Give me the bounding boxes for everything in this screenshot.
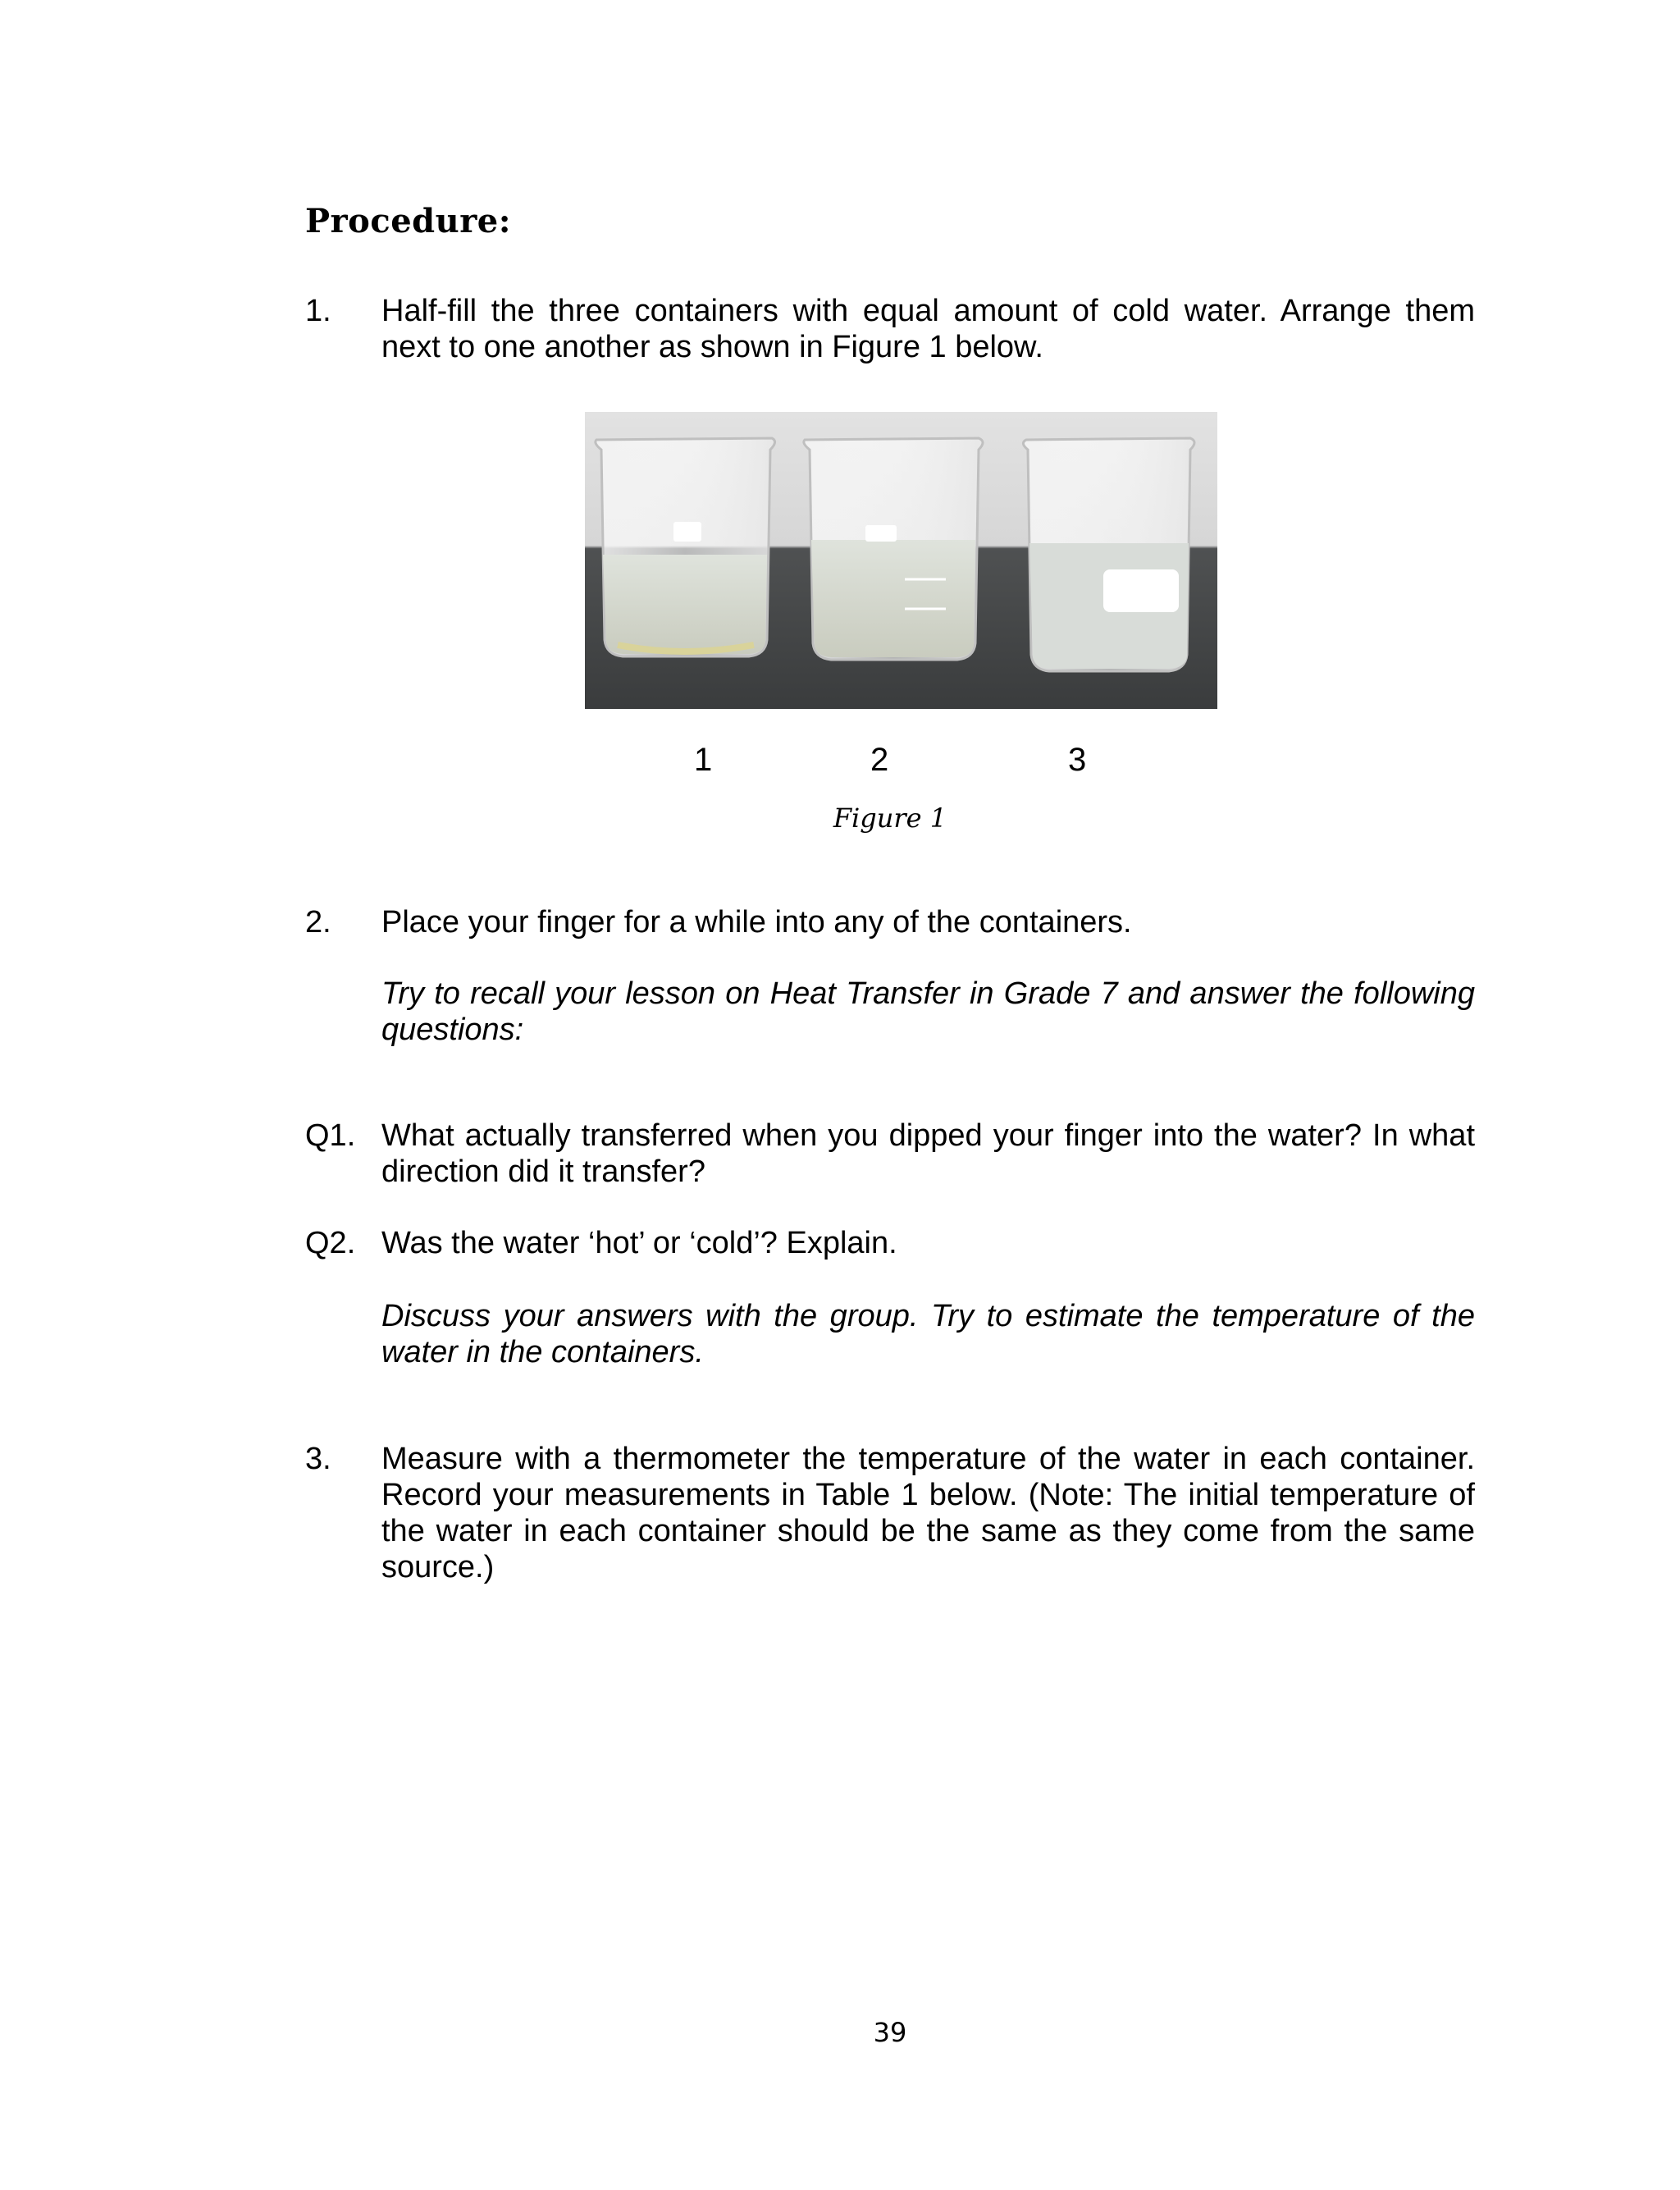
step-number: 2. [305, 905, 331, 940]
page-number: 39 [873, 2017, 907, 2048]
step-number: 3. [305, 1442, 331, 1476]
question-2 [305, 1225, 1475, 1261]
question-text: Was the water ‘hot’ or ‘cold’? Explain. [381, 1226, 897, 1260]
step-text: Place your finger for a while into any of the containers. [381, 905, 1132, 940]
beakers-illustration [585, 412, 1217, 709]
figure-label-3: 3 [1068, 742, 1087, 778]
instruction-note-2: Discuss your answers with the group. Try to estimate the temperature of the water in the containers. [381, 1299, 1475, 1369]
step-2 [305, 904, 1475, 940]
step-text: Measure with a thermometer the temperature of the water in each container. Record your measurements in Table 1 below. (Note: The initial temperature of the water in each container should be the same as they come from the same source.) [381, 1442, 1475, 1584]
figure-label-2: 2 [870, 742, 889, 778]
step-1 [305, 293, 1475, 365]
step-3 [305, 1441, 1475, 1585]
question-number: Q1. [305, 1118, 356, 1153]
instruction-note-1: Try to recall your lesson on Heat Transfer in Grade 7 and answer the following questions: [381, 976, 1475, 1047]
step-text: Half-fill the three containers with equal amount of cold water. Arrange them next to one another as shown in Figure 1 below. [381, 294, 1475, 364]
figure-label-1: 1 [694, 742, 713, 778]
beaker-2 [804, 438, 983, 660]
question-number: Q2. [305, 1226, 356, 1260]
step-number: 1. [305, 294, 331, 328]
section-heading: Procedure: [305, 202, 511, 240]
figure-caption: Figure 1 [833, 802, 947, 834]
question-1 [305, 1118, 1475, 1190]
figure-beakers-photo [585, 412, 1217, 709]
question-text: What actually transferred when you dipped your finger into the water? In what direction did it transfer? [381, 1118, 1475, 1189]
beaker-3 [1023, 438, 1194, 671]
beaker-1 [596, 438, 775, 656]
